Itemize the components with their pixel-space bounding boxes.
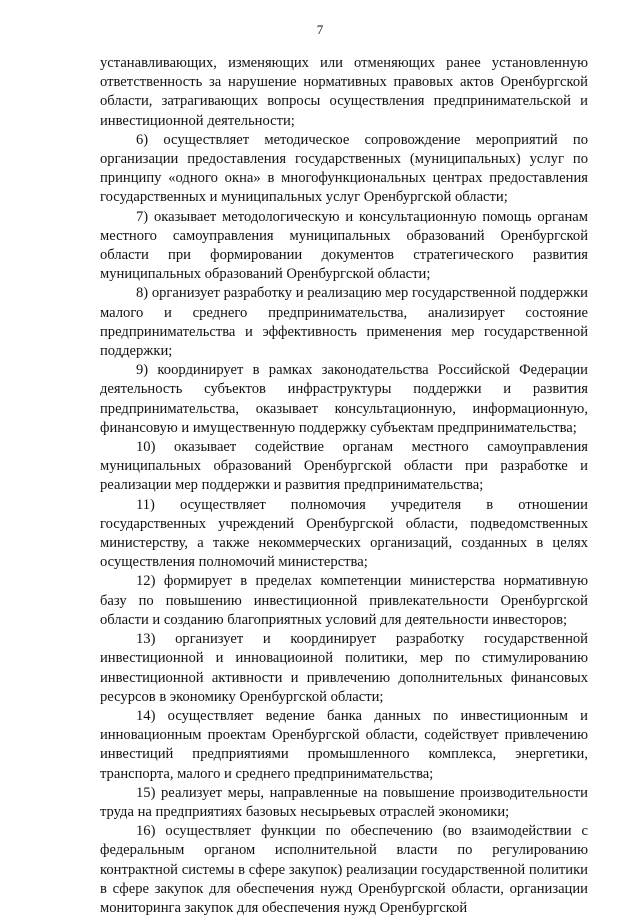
- list-item: 14) осуществляет ведение банка данных по инвестиционным и инновационным проектам Оренбургской области, содействует привлечению инвестиций предприятиями промышленного комплекса, энергетики, транспорта, малого и среднего предпринимательства;: [100, 707, 588, 782]
- list-item: 9) координирует в рамках законодательства Российской Федерации деятельность субъектов инфраструктуры поддержки и развития предпринимательства, оказывает консультационную, информационную, финансовую и имущественную поддержку субъектам предпринимательства;: [100, 362, 588, 436]
- paragraph-continuation: устанавливающих, изменяющих или отменяющих ранее установленную ответственность за нарушение нормативных правовых актов Оренбургской области, затрагивающих вопросы осуществления предпринимательской и инвестиционной деятельности;: [100, 55, 588, 129]
- list-item: 6) осуществляет методическое сопровождение мероприятий по организации предоставления государственных (муниципальных) услуг по принципу «одного окна» в многофункциональных центрах предоставления государственных и муниципальных услуг Оренбургской области;: [100, 131, 588, 206]
- list-item: 10) оказывает содействие органам местного самоуправления муниципальных образований Оренбургской области при разработке и реализации мер поддержки и развития предпринимательства;: [100, 439, 588, 494]
- list-item: 8) организует разработку и реализацию мер государственной поддержки малого и среднего предпринимательства, анализирует состояние предпринимательства и эффективность применения мер государственной поддержки;: [100, 285, 588, 360]
- list-item: 15) реализует меры, направленные на повышение производительности труда на предприятиях базовых несырьевых отраслей экономики;: [100, 784, 588, 820]
- document-body: [100, 54, 588, 918]
- list-item: 13) организует и координирует разработку государственной инвестиционной и инновациоиной политики, мер по стимулированию инвестиционной активности и привлечению дополнительных финансовых ресурсов в экономику Оренбургской области;: [100, 631, 588, 705]
- page-number: 7: [316, 22, 324, 37]
- list-item: 7) оказывает методологическую и консультационную помощь органам местного самоуправления муниципальных образований Оренбургской области при формировании документов стратегического развития муниципальных образований Оренбургской области;: [100, 208, 588, 283]
- list-item: 11) осуществляет полномочия учредителя в отношении государственных учреждений Оренбургской области, подведомственных министерству, а также некоммерческих организаций, созданных в целях осуществления полномочий министерства;: [100, 496, 588, 571]
- list-item: 16) осуществляет функции по обеспечению (во взаимодействии с федеральным органом исполнительной власти по регулированию контрактной системы в сфере закупок) реализации государственной политики в сфере закупок для обеспечения нужд Оренбургской области, организации мониторинга закупок для обеспечения нужд Оренбургской: [100, 823, 588, 916]
- list-item: 12) формирует в пределах компетенции министерства нормативную базу по повышению инвестиционной привлекательности Оренбургской области и созданию благоприятных условий для деятельности инвесторов;: [100, 573, 588, 628]
